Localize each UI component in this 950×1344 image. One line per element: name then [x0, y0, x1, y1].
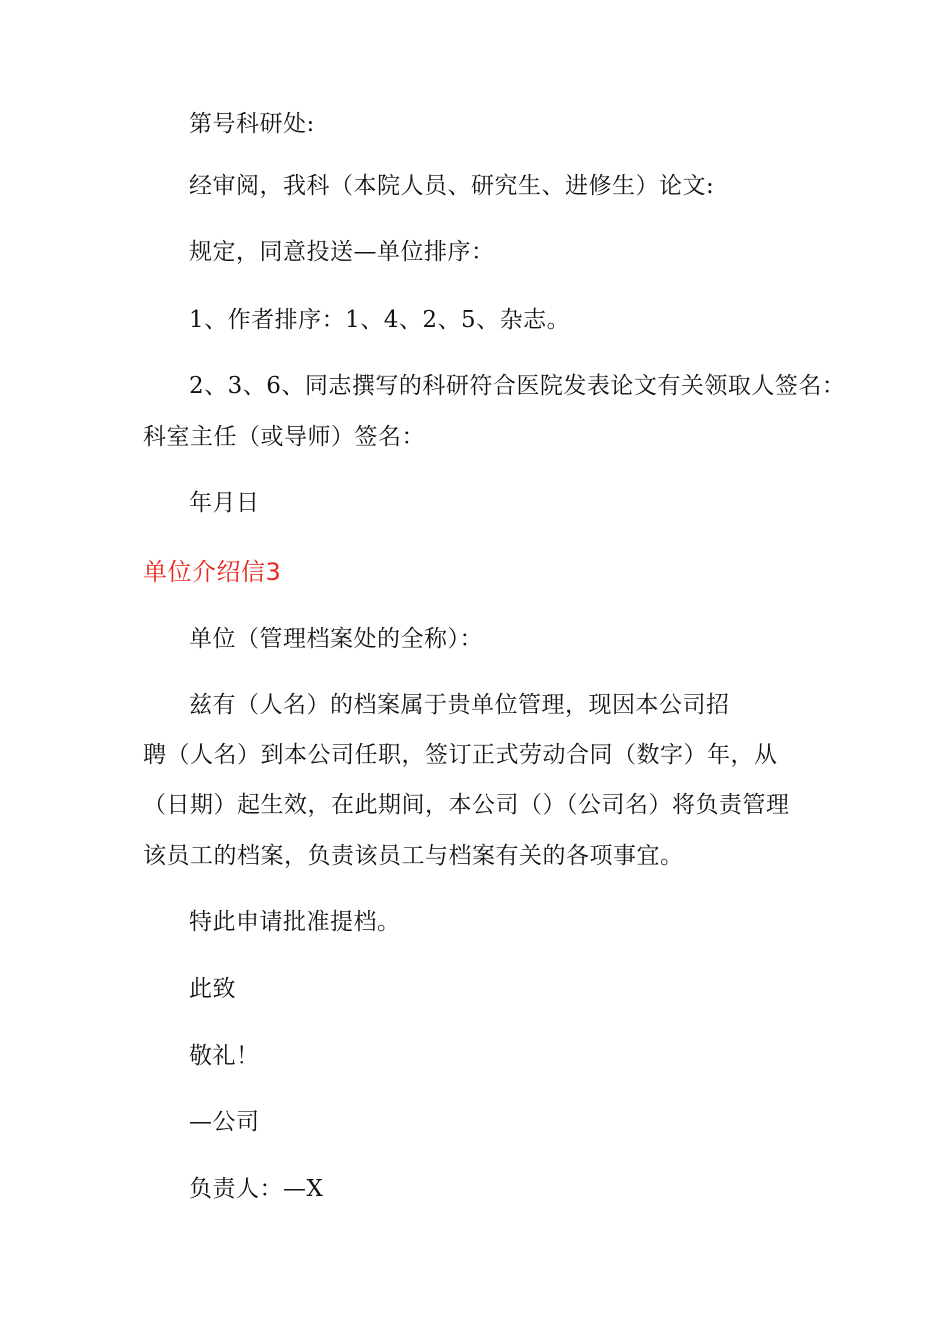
review-line: 经审阅，我科（本院人员、研究生、进修生）论文:: [189, 173, 715, 199]
author-order-line: 1、作者排序：1、4、2、5、杂志。: [189, 307, 571, 333]
director-signature-line: 科室主任（或导师）签名：: [143, 424, 425, 450]
request-line: 特此申请批准提档。: [189, 909, 401, 935]
closing-line: 此致: [189, 976, 236, 1002]
body-line-3: （日期）起生效，在此期间，本公司（）（公司名）将负责管理: [143, 792, 790, 818]
addressee-line: 单位（管理档案处的全称）：: [189, 626, 483, 652]
body-line-4: 该员工的档案，负责该员工与档案有关的各项事宜。: [143, 843, 684, 869]
date-line: 年月日: [189, 490, 260, 516]
body-line-1: 兹有（人名）的档案属于贵单位管理，现因本公司招: [189, 692, 730, 718]
salutation-line: 敬礼！: [189, 1043, 260, 1069]
signature-line: 2、3、6、同志撰写的科研符合医院发表论文有关领取人签名：: [189, 373, 846, 399]
responsible-person-line: 负责人：—X: [189, 1176, 324, 1202]
company-line: —公司: [189, 1109, 260, 1135]
section-heading: 单位介绍信3: [143, 558, 282, 586]
recipient-line: 第号科研处:: [189, 111, 315, 137]
submission-line: 规定，同意投送—单位排序：: [189, 239, 495, 265]
body-line-2: 聘（人名）到本公司任职，签订正式劳动合同（数字）年，从: [143, 742, 778, 768]
